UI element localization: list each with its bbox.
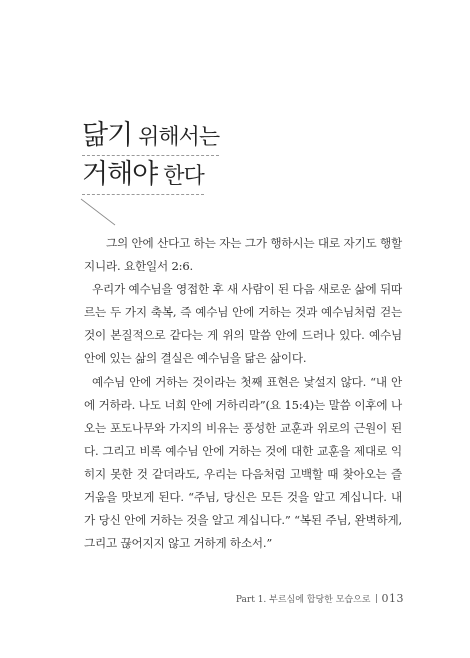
page-number: 013 <box>381 592 404 605</box>
footer-separator <box>376 594 377 603</box>
chapter-title-line-1-big: 닮기 <box>82 120 133 151</box>
part-label: Part 1. 부르심에 합당한 모습으로 <box>235 595 371 605</box>
page-footer <box>236 592 404 605</box>
decorative-diagonal-line <box>80 198 116 226</box>
body-paragraph: 우리가 예수님을 영접한 후 새 사람이 된 다음 새로운 삶에 뒤따르는 두 가지 축복, 즉 예수님 안에 거하는 것과 예수님처럼 걷는 것이 본질적으로 같다는 게 위의 말씀 안에 드러나 있다. 예수님 안에 있는 삶의 결실은 예수님을 닮은 삶이다. <box>84 282 402 366</box>
chapter-title-line-2 <box>82 161 204 195</box>
body-paragraph-epigraph: 그의 안에 산다고 하는 자는 그가 행하시는 대로 자기도 행할지니라. 요한일서 2:6. <box>84 236 402 274</box>
chapter-title-line-2-big: 거해야 <box>82 159 158 190</box>
body-paragraph: 예수님 안에 거하는 것이라는 첫째 표현은 낯설지 않다. “내 안에 거하라. 나도 너희 안에 거하리라”(요 15:4)는 말씀 이후에 나오는 포도나무와 가지의 비유는 풍성한 교훈과 위로의 근원이 된다. 그리고 비록 예수님 안에 거하는 것에 대한 교훈을 제대로 익히지 못한 것 같더라도, 우리는 다음처럼 고백할 때 찾아오는 즐거움을 맛보게 된다. “주님, 당신은 모든 것을 알고 계십니다. 내가 당신 안에 거하는 것을 알고 계십니다.” “복된 주님, 완벽하게, 그리고 끊어지지 않고 거하게 하소서.” <box>84 374 402 551</box>
chapter-title-line-1 <box>82 122 219 156</box>
chapter-title-line-2-small: 한다 <box>157 164 204 189</box>
chapter-title-line-1-small: 위해서는 <box>132 125 220 150</box>
chapter-title <box>82 122 219 195</box>
chapter-body <box>84 232 402 555</box>
